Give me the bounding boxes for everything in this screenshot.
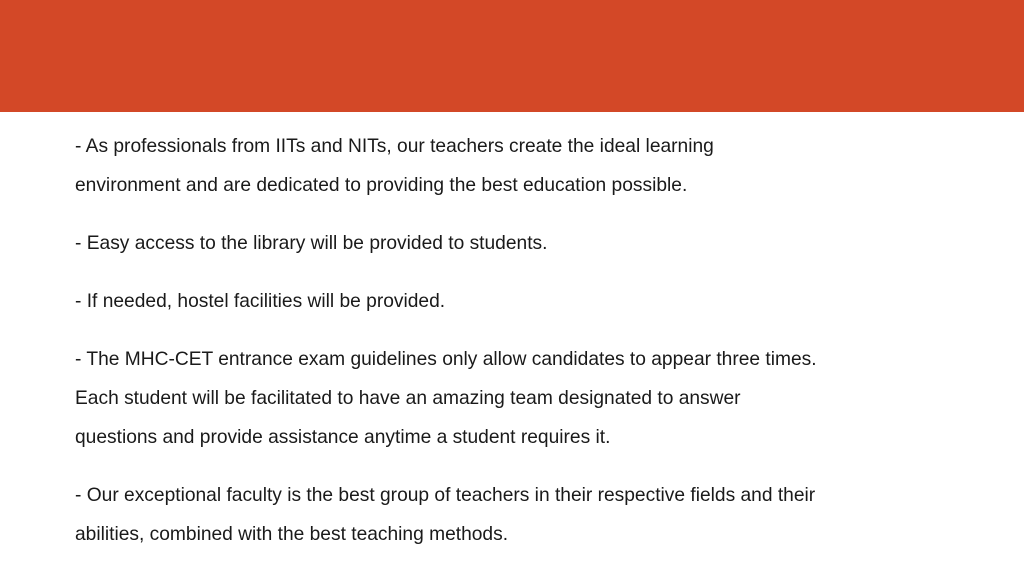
paragraph-line: - As professionals from IITs and NITs, our teachers create the ideal learning [75, 136, 714, 157]
paragraph-line: abilities, combined with the best teaching methods. [75, 524, 509, 545]
slide-body [75, 127, 925, 573]
paragraph-entrance-exam [75, 340, 925, 457]
paragraph-line: questions and provide assistance anytime a student requires it. [75, 427, 611, 448]
paragraph-line: Each student will be facilitated to have an amazing team designated to answer [75, 388, 741, 409]
paragraph-line: - Easy access to the library will be provided to students. [75, 233, 548, 254]
paragraph-line: - The MHC-CET entrance exam guidelines only allow candidates to appear three times. [75, 349, 817, 370]
paragraph-line: - If needed, hostel facilities will be provided. [75, 291, 446, 312]
paragraph-exceptional-faculty [75, 476, 925, 554]
paragraph-line: environment and are dedicated to providing the best education possible. [75, 175, 688, 196]
header-bar [0, 0, 1024, 112]
paragraph-faculty-professionals [75, 127, 925, 205]
paragraph-hostel-facilities [75, 282, 925, 321]
paragraph-library-access [75, 224, 925, 263]
paragraph-line: - Our exceptional faculty is the best group of teachers in their respective fields and their [75, 485, 816, 506]
